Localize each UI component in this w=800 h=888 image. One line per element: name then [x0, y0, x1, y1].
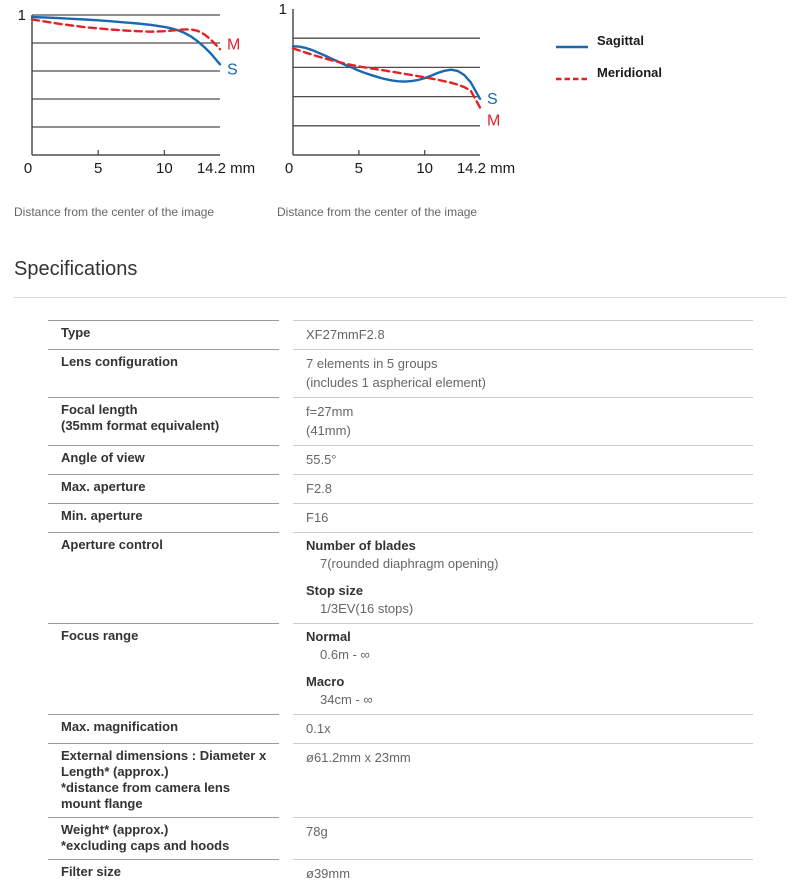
- spec-value-subvalue: 0.6m - ∞: [320, 647, 370, 662]
- series-meridional: [32, 20, 220, 50]
- series-meridional: [293, 48, 480, 107]
- spec-row: [48, 817, 753, 859]
- spec-label: [48, 859, 279, 888]
- spec-value-line: XF27mmF2.8: [306, 327, 385, 342]
- spec-value: [293, 349, 753, 397]
- legend-item-sagittal: [556, 31, 662, 49]
- spec-row: [48, 532, 753, 623]
- spec-label: [48, 503, 279, 532]
- spec-value: [293, 623, 753, 714]
- spec-value: [293, 445, 753, 474]
- spec-value-line: 55.5°: [306, 452, 337, 467]
- x-tick-label: 5: [94, 160, 103, 177]
- specifications-section: [14, 230, 786, 888]
- spec-label-line: Max. magnification: [61, 719, 179, 734]
- spec-value-subhead: Normal: [306, 629, 351, 644]
- spec-label: [48, 474, 279, 503]
- spec-value: [293, 474, 753, 503]
- spec-label-line: (35mm format equivalent): [61, 418, 220, 433]
- x-tick-label: 14.2 mm: [196, 160, 256, 177]
- spec-label-line: Angle of view: [61, 450, 145, 465]
- spec-value: [293, 859, 753, 888]
- spec-value-line: ø39mm: [306, 866, 351, 881]
- spec-label: [48, 320, 279, 349]
- spec-label-line: External dimensions : Diameter x Length* (approx.): [61, 748, 267, 779]
- series-end-label-m: M: [227, 36, 241, 54]
- specifications-table: [48, 320, 753, 888]
- spec-value-subvalue: 7(rounded diaphragm opening): [320, 556, 499, 571]
- spec-label-line: Focal length: [61, 402, 138, 417]
- mtf-charts-canvas: [0, 0, 800, 195]
- meridional-line-sample: [556, 69, 588, 75]
- spec-value-subvalue: 34cm - ∞: [320, 692, 373, 707]
- spec-label: [48, 714, 279, 743]
- spec-row: [48, 445, 753, 474]
- spec-row: [48, 714, 753, 743]
- spec-label-line: Max. aperture: [61, 479, 146, 494]
- spec-value-line: (41mm): [306, 423, 351, 438]
- spec-value-line: F2.8: [306, 481, 333, 496]
- spec-label-line: *distance from camera lens mount flange: [61, 780, 231, 811]
- spec-label-line: Focus range: [61, 628, 139, 643]
- spec-value-subhead: Macro: [306, 674, 345, 689]
- series-end-label-s: S: [487, 90, 498, 108]
- x-tick-label: 10: [156, 160, 173, 177]
- spec-value: [293, 532, 753, 623]
- spec-row: [48, 474, 753, 503]
- spec-value: [293, 397, 753, 445]
- spec-label-line: Filter size: [61, 864, 121, 879]
- spec-label: [48, 397, 279, 445]
- spec-value-line: 7 elements in 5 groups: [306, 356, 438, 371]
- y-tick-label: 1: [278, 1, 287, 18]
- y-tick-label: 1: [17, 7, 26, 24]
- chart-caption-right: Distance from the center of the image: [277, 205, 478, 219]
- spec-label: [48, 743, 279, 817]
- spec-row: [48, 397, 753, 445]
- spec-label-line: Weight* (approx.): [61, 822, 169, 837]
- spec-label-line: Min. aperture: [61, 508, 143, 523]
- x-tick-label: 0: [23, 160, 33, 177]
- sagittal-line-sample: [556, 37, 588, 43]
- spec-value-line: F16: [306, 510, 329, 525]
- spec-label: [48, 445, 279, 474]
- spec-value-subvalue: 1/3EV(16 stops): [320, 601, 414, 616]
- series-end-label-m: M: [487, 112, 501, 130]
- legend-item-meridional: [556, 63, 662, 81]
- chart-caption-left: Distance from the center of the image: [14, 205, 215, 219]
- spec-label-line: Lens configuration: [61, 354, 178, 369]
- chart-legend: [556, 31, 662, 95]
- spec-value-line: 0.1x: [306, 721, 331, 736]
- spec-value-line: (includes 1 aspherical element): [306, 375, 486, 390]
- spec-value: [293, 320, 753, 349]
- spec-label: [48, 817, 279, 859]
- legend-label-sagittal: Sagittal: [597, 32, 644, 48]
- spec-value-subhead: Number of blades: [306, 538, 416, 553]
- specifications-title: Specifications: [14, 258, 138, 280]
- spec-row: [48, 743, 753, 817]
- spec-row: [48, 320, 753, 349]
- spec-value: [293, 503, 753, 532]
- spec-value-subhead: Stop size: [306, 583, 364, 598]
- mtf-charts-section: [0, 0, 800, 230]
- spec-label: [48, 623, 279, 714]
- spec-label-line: Aperture control: [61, 537, 163, 552]
- series-end-label-s: S: [227, 61, 238, 79]
- spec-value: [293, 743, 753, 817]
- spec-value-line: 78g: [306, 824, 328, 839]
- spec-label-line: *excluding caps and hoods: [61, 838, 230, 853]
- x-tick-label: 5: [354, 160, 364, 177]
- spec-row: [48, 623, 753, 714]
- spec-label: [48, 349, 279, 397]
- mtf-chart-2: [279, 1, 516, 177]
- spec-row: [48, 859, 753, 888]
- spec-label: [48, 532, 279, 623]
- spec-value-line: ø61.2mm x 23mm: [306, 750, 411, 765]
- series-sagittal: [293, 46, 480, 99]
- mtf-chart-1: [18, 7, 256, 177]
- x-tick-label: 0: [284, 160, 294, 177]
- spec-label-line: Type: [61, 325, 91, 340]
- spec-value: [293, 817, 753, 859]
- x-tick-label: 14.2 mm: [456, 160, 516, 177]
- spec-value-line: f=27mm: [306, 404, 354, 419]
- spec-value: [293, 714, 753, 743]
- legend-label-meridional: Meridional: [597, 64, 663, 80]
- spec-row: [48, 349, 753, 397]
- spec-row: [48, 503, 753, 532]
- x-tick-label: 10: [416, 160, 434, 177]
- section-divider: [14, 297, 786, 298]
